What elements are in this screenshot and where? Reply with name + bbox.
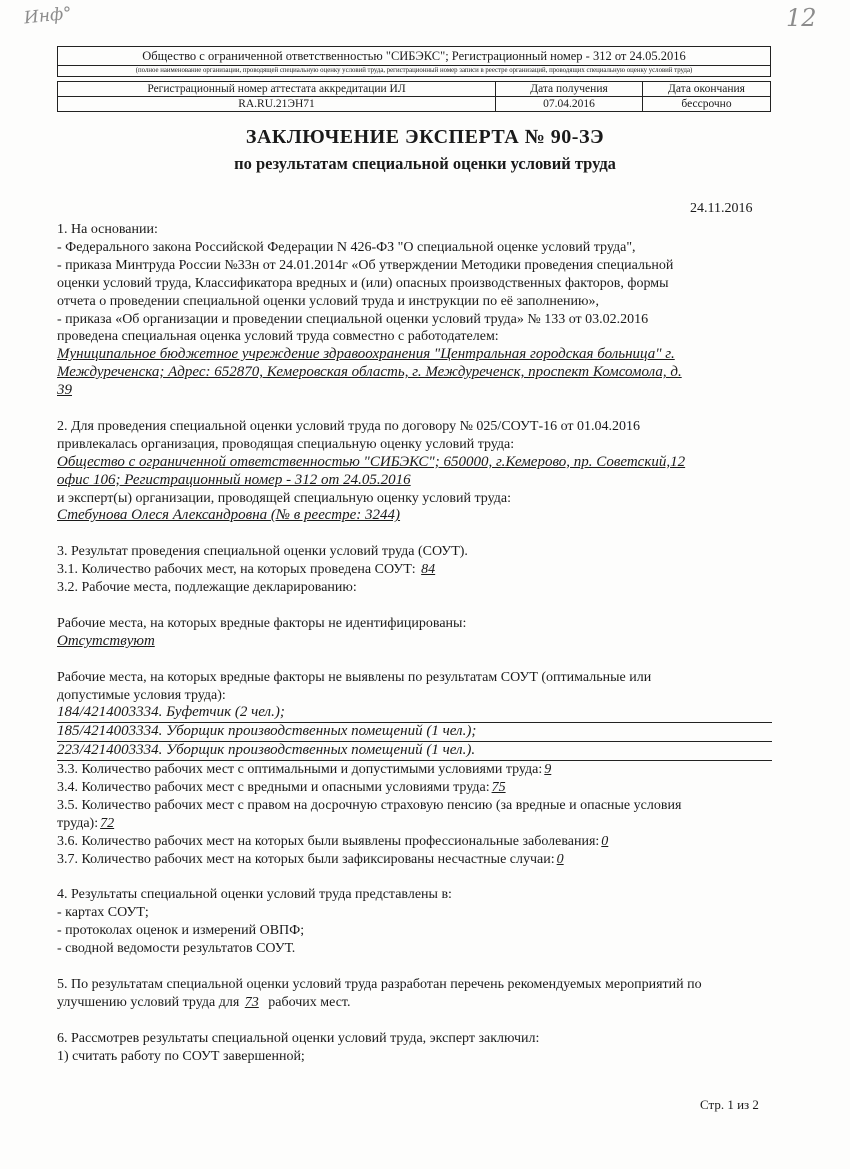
organization-line: офис 106; Регистрационный номер - 312 от 24.05.2016 (57, 471, 411, 488)
workplace-entry: 223/4214003334. Уборщик производственных помещений (1 чел.). (57, 742, 772, 761)
handwritten-note-left: Инф° (23, 3, 73, 29)
document-subtitle: по результатам специальной оценки условий труда (234, 154, 616, 173)
accreditation-number-header: Регистрационный номер аттестата аккредитации ИЛ (58, 82, 496, 97)
basis-line: оценки условий труда, Классификатора вредных и (или) опасных производственных факторов, формы (57, 275, 669, 291)
section-3-heading: 3. Результат проведения специальной оценки условий труда (СОУТ). (57, 544, 468, 560)
not-identified-label: Рабочие места, на которых вредные факторы не идентифицированы: (57, 615, 467, 631)
section-4-item: - протоколах оценок и измерений ОВПФ; (57, 923, 305, 939)
section-5-text-end: рабочих мест. (264, 994, 351, 1010)
section-6-heading: 6. Рассмотрев результаты специальной оценки условий труда, эксперт заключил: (57, 1030, 540, 1046)
item-3-6-value: 0 (601, 833, 609, 849)
accreditation-number: RA.RU.21ЭН71 (58, 97, 496, 112)
item-3-4-label: 3.4. Количество рабочих мест с вредными и опасными условиями труда: (57, 780, 490, 796)
item-3-1-value: 84 (421, 562, 436, 578)
section-2-heading: 2. Для проведения специальной оценки условий труда по договору № 025/СОУТ-16 от 01.04.2016 (57, 418, 641, 434)
expiry-date: бессрочно (643, 97, 771, 112)
handwritten-page-mark: 12 (786, 4, 817, 32)
organization-name: Общество с ограниченной ответственностью "СИБЭКС"; Регистрационный номер - 312 от 24.05.2016 (58, 47, 771, 66)
section-4-item: - картах СОУТ; (57, 905, 149, 921)
employer-line: 39 (57, 382, 72, 399)
item-3-3-label: 3.3. Количество рабочих мест с оптимальными и допустимыми условиями труда: (57, 762, 543, 778)
document-body (57, 221, 772, 1065)
item-3-1-label: 3.1. Количество рабочих мест, на которых проведена СОУТ: (57, 562, 420, 578)
document-title: ЗАКЛЮЧЕНИЕ ЭКСПЕРТА № 90-ЗЭ (245, 126, 605, 148)
item-3-5-label-end: труда): (57, 815, 99, 831)
basis-line: - приказа Минтруда России №33н от 24.01.2014г «Об утверждении Методики проведения специальной (57, 257, 674, 273)
item-3-7-label: 3.7. Количество рабочих мест на которых были зафиксированы несчастные случаи: (57, 851, 555, 867)
employer-line: Междуреченска; Адрес: 652870, Кемеровская область, г. Междуреченск, проспект Комсомола, д. (57, 364, 682, 381)
section-5-value: 73 (244, 994, 259, 1010)
accreditation-table (57, 81, 771, 112)
not-identified-value: Отсутствуют (57, 632, 155, 649)
item-3-7-value: 0 (556, 851, 564, 867)
section-4-item: - сводной ведомости результатов СОУТ. (57, 941, 296, 957)
item-3-6-label: 3.6. Количество рабочих мест на которых были выявлены профессиональные заболевания: (57, 833, 600, 849)
organization-line: Общество с ограниченной ответственностью "СИБЭКС"; 650000, г.Кемерово, пр. Советский,12 (57, 453, 686, 470)
item-3-3-value: 9 (544, 762, 552, 778)
not-found-label: Рабочие места, на которых вредные факторы не выявлены по результатам СОУТ (оптимальные или (57, 669, 652, 685)
page-number: Стр. 1 из 2 (700, 1097, 759, 1112)
basis-line: - приказа «Об организации и проведении специальной оценки условий труда» № 133 от 03.02.2016 (57, 311, 649, 327)
section-4-heading: 4. Результаты специальной оценки условий труда представлены в: (57, 887, 452, 903)
item-3-4-value: 75 (491, 780, 506, 796)
item-3-5-label: 3.5. Количество рабочих мест с правом на досрочную страховую пенсию (за вредные и опасные условия (57, 797, 682, 813)
section-6-item: 1) считать работу по СОУТ завершенной; (57, 1048, 305, 1064)
section-1-heading: 1. На основании: (57, 222, 158, 237)
organization-note: (полное наименование организации, проводящей специальную оценку условий труда, регистрационный номер записи в реестре организаций, проводящих специальную оценку условий труда) (58, 66, 771, 77)
basis-line: отчета о проведении специальной оценки условий труда и инструкции по её заполнению», (57, 293, 599, 309)
expert-name: Стебунова Олеся Александровна (№ в реестре: 3244) (57, 507, 401, 524)
basis-line: проведена специальная оценка условий труда совместно с работодателем: (57, 329, 499, 345)
section-2-line: привлекалась организация, проводящая специальную оценку условий труда: (57, 436, 515, 452)
workplace-entry: 184/4214003334. Буфетчик (2 чел.); (57, 704, 772, 723)
workplace-entry: 185/4214003334. Уборщик производственных помещений (1 чел.); (57, 723, 772, 742)
document-date: 24.11.2016 (690, 201, 753, 216)
item-3-5-value: 72 (100, 815, 115, 831)
employer-line: Муниципальное бюджетное учреждение здравоохранения "Центральная городская больница" г. (57, 346, 675, 363)
section-2-line: и эксперт(ы) организации, проводящей специальную оценку условий труда: (57, 490, 511, 506)
not-found-label: допустимые условия труда): (57, 687, 226, 703)
section-5-text: улучшению условий труда для (57, 994, 243, 1010)
basis-line: - Федерального закона Российской Федерации N 426-ФЗ "О специальной оценке условий труда", (57, 239, 636, 255)
organization-header-table (57, 46, 771, 77)
section-5-heading: 5. По результатам специальной оценки условий труда разработан перечень рекомендуемых мероприятий по (57, 976, 702, 992)
issue-date-header: Дата получения (496, 82, 643, 97)
issue-date: 07.04.2016 (496, 97, 643, 112)
expiry-date-header: Дата окончания (643, 82, 771, 97)
item-3-2-label: 3.2. Рабочие места, подлежащие декларированию: (57, 580, 357, 596)
